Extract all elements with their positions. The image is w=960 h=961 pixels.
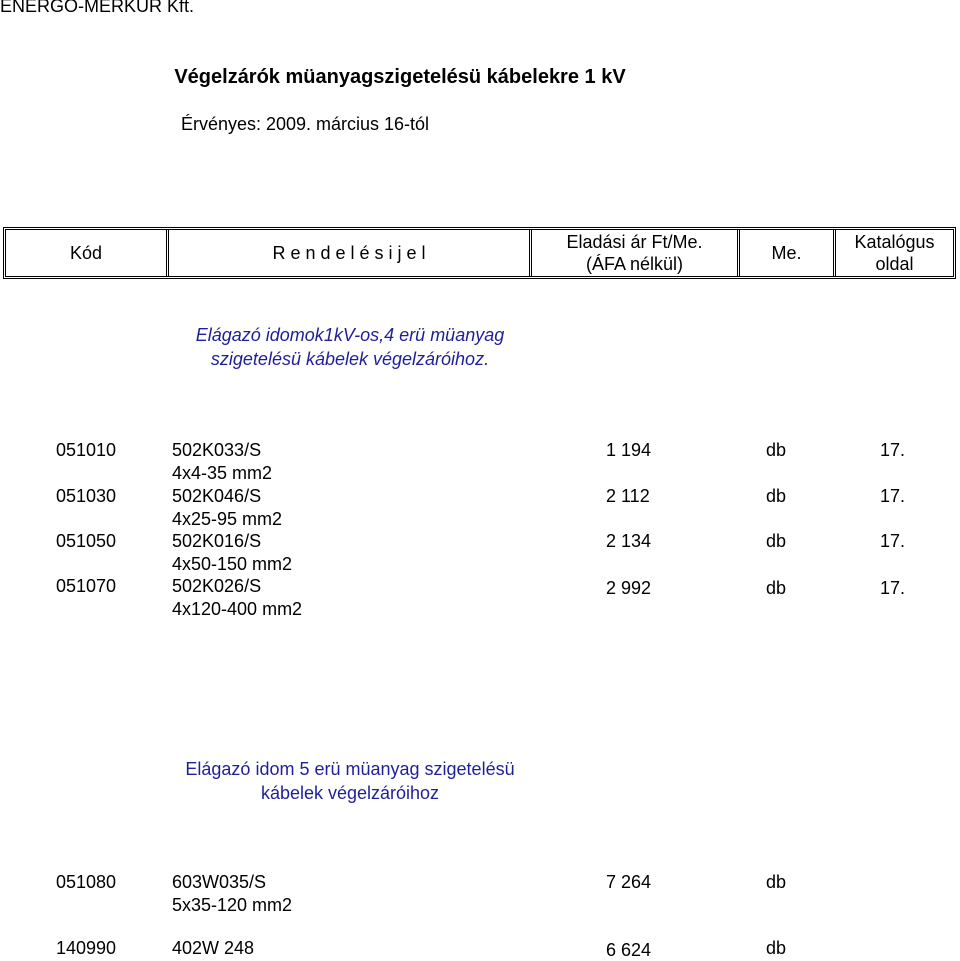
dimension: 4x120-400 mm2 <box>172 599 303 619</box>
unit: db <box>766 486 787 506</box>
dimension: 4x25-95 mm2 <box>172 509 283 529</box>
price: 2 112 <box>606 486 650 506</box>
section-heading <box>150 757 550 805</box>
order-code: 603W035/S <box>172 872 267 892</box>
column-unit: Me. <box>771 243 802 263</box>
price: 2 992 <box>606 578 652 598</box>
dimension: 4x4-35 mm2 <box>172 463 273 483</box>
valid-from: Érvényes: 2009. március 16-tól <box>180 114 430 134</box>
column-price <box>532 230 737 276</box>
column-catalog-line2: oldal <box>875 254 914 274</box>
column-catalog <box>836 230 953 276</box>
section-heading-line1: Elágazó idom 5 erü müanyag szigetelésü <box>185 759 515 779</box>
price: 7 264 <box>606 872 652 892</box>
document-title: Végelzárók müanyagszigetelésü kábelekre 1 kV <box>174 66 626 88</box>
section-heading <box>150 323 550 371</box>
order-code: 402W 248 <box>172 938 255 958</box>
order-code: 502K026/S <box>172 576 262 596</box>
catalog-page: 17. <box>880 486 906 506</box>
product-code: 051010 <box>56 440 117 460</box>
unit: db <box>766 872 787 892</box>
price: 2 134 <box>606 531 652 551</box>
product-code: 051070 <box>56 576 117 596</box>
column-code: Kód <box>69 243 103 263</box>
unit: db <box>766 440 787 460</box>
company-name: ENERGO-MERKUR Kft. <box>0 0 195 16</box>
unit: db <box>766 531 787 551</box>
unit: db <box>766 578 787 598</box>
column-price-line1: Eladási ár Ft/Me. <box>566 232 703 252</box>
catalog-page: 17. <box>880 531 906 551</box>
catalog-page: 17. <box>880 578 906 598</box>
product-code: 051030 <box>56 486 117 506</box>
catalog-page: 17. <box>880 440 906 460</box>
section-heading-line2: kábelek végelzáróihoz <box>260 783 440 803</box>
column-price-line2: (ÁFA nélkül) <box>585 254 684 274</box>
order-code: 502K046/S <box>172 486 262 506</box>
unit: db <box>766 938 787 958</box>
product-code: 051050 <box>56 531 117 551</box>
dimension: 5x35-120 mm2 <box>172 895 293 915</box>
product-code: 051080 <box>56 872 117 892</box>
column-order: R e n d e l é s i j e l <box>272 243 426 263</box>
section-heading-line2: szigetelésü kábelek végelzáróihoz. <box>210 349 490 369</box>
order-code: 502K016/S <box>172 531 262 551</box>
dimension: 4x50-150 mm2 <box>172 554 293 574</box>
order-code: 502K033/S <box>172 440 262 460</box>
column-catalog-line1: Katalógus <box>854 232 935 252</box>
section-heading-line1: Elágazó idomok1kV-os,4 erü müanyag <box>195 325 505 345</box>
price: 6 624 <box>606 940 652 960</box>
column-header-table <box>3 227 956 279</box>
price: 1 194 <box>606 440 652 460</box>
product-code: 140990 <box>56 938 117 958</box>
